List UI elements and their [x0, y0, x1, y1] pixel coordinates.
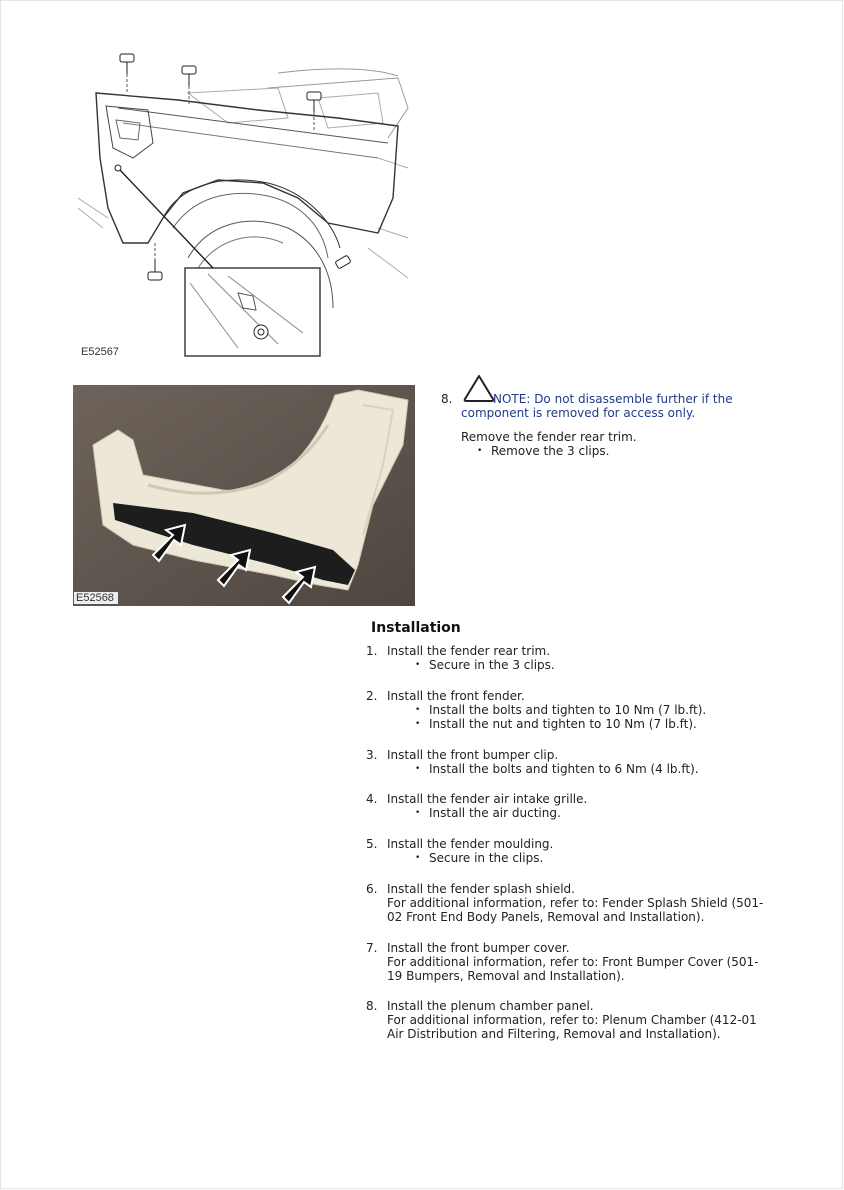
step-bullet: • Remove the 3 clips.: [491, 444, 609, 458]
figure1-label: E52567: [81, 346, 119, 358]
note-text: NOTE: Do not disassemble further if the component is removed for access only.: [461, 392, 733, 420]
step-action: Remove the fender rear trim.: [461, 430, 637, 444]
figure2-label: E52568: [76, 592, 114, 604]
installation-heading: Installation: [371, 620, 461, 636]
step-number: 8.: [441, 392, 453, 406]
fender-removal-illustration: [78, 48, 412, 364]
fender-rear-trim-photo: [73, 385, 415, 606]
